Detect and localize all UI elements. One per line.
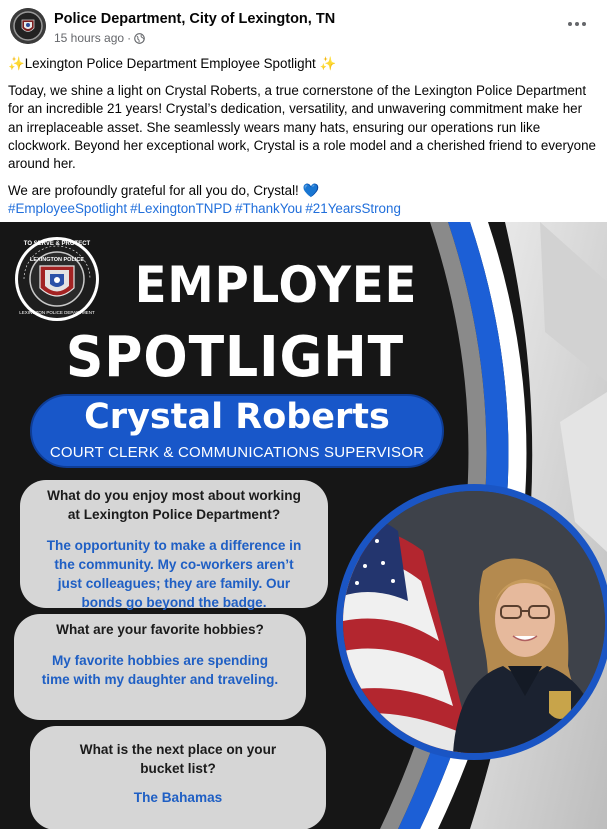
- hashtag-list: [8, 200, 598, 218]
- badge-bottom-text: LEXINGTON POLICE DEPARTMENT: [19, 310, 95, 315]
- more-options-button[interactable]: [565, 14, 589, 34]
- qa-question: [20, 486, 328, 524]
- answer-line: bonds go beyond the badge.: [81, 595, 267, 610]
- hashtag-link[interactable]: #EmployeeSpotlight: [8, 201, 128, 217]
- qa-answer: [14, 651, 306, 689]
- question-line: What is the next place on your: [79, 742, 277, 757]
- answer-line: My favorite hobbies are spending: [51, 653, 269, 668]
- police-badge-icon: [10, 8, 46, 44]
- page-name-link[interactable]: Police Department, City of Lexington, TN: [54, 11, 336, 27]
- meta-separator: ·: [127, 31, 132, 45]
- qa-bubble: [20, 480, 328, 608]
- qa-bubble: [30, 726, 326, 829]
- hashtag-link[interactable]: #21YearsStrong: [305, 201, 401, 217]
- post-headline: [8, 55, 598, 73]
- spotlight-title-line1: EMPLOYEE: [134, 256, 418, 314]
- question-line: What are your favorite hobbies?: [56, 622, 264, 637]
- post-meta: [54, 31, 145, 45]
- answer-line: the community. My co-workers aren’t: [54, 557, 294, 572]
- post-time[interactable]: 15 hours ago: [54, 31, 125, 45]
- qa-question: [14, 620, 306, 639]
- post-text: [8, 55, 598, 219]
- post-closing-block: [8, 182, 598, 218]
- badge-top-text: TO SERVE & PROTECT: [23, 241, 91, 247]
- answer-line: The Bahamas: [133, 790, 223, 805]
- question-line: at Lexington Police Department?: [67, 507, 281, 522]
- qa-question: [30, 740, 326, 778]
- sparkle-icon: ✨: [8, 56, 25, 71]
- qa-answer: [30, 788, 326, 807]
- globe-icon[interactable]: [134, 33, 145, 44]
- portrait-illustration: [343, 491, 605, 753]
- blue-heart-icon: 💙: [302, 183, 320, 199]
- question-line: bucket list?: [140, 761, 216, 776]
- qa-bubble: [14, 614, 306, 720]
- badge-mid-text: LEXINGTON POLICE: [30, 257, 84, 263]
- dot-icon: [582, 22, 586, 26]
- answer-line: time with my daughter and traveling.: [41, 672, 279, 687]
- sparkle-icon: ✨: [315, 56, 337, 71]
- hashtag-link[interactable]: #ThankYou: [235, 201, 303, 217]
- qa-answer: [20, 536, 328, 612]
- employee-role: COURT CLERK & COMMUNICATIONS SUPERVISOR: [49, 444, 425, 461]
- page-avatar[interactable]: [10, 8, 46, 44]
- post-headline-text: Lexington Police Department Employee Spotlight: [24, 56, 316, 71]
- badge-text: [14, 236, 100, 322]
- post-header: [0, 0, 607, 52]
- question-line: What do you enjoy most about working: [47, 488, 301, 503]
- answer-line: just colleagues; they are family. Our: [57, 576, 291, 591]
- post-closing: We are profoundly grateful for all you do, Crystal!: [8, 183, 299, 199]
- answer-line: The opportunity to make a difference in: [46, 538, 302, 553]
- dot-icon: [575, 22, 579, 26]
- employee-portrait: [343, 491, 605, 753]
- post-body: Today, we shine a light on Crystal Roberts, a true cornerstone of the Lexington Police Department for an incredible 21 years! Crystal’s dedication, versatility, and unwavering commitment make her an irreplaceable asset. She seamlessly wears many hats, ensuring our operations run like clockwork. Beyond her exceptional work, Crystal is a role model and a cherished friend to everyone around her.: [8, 83, 596, 172]
- spotlight-title-line2: SPOTLIGHT: [65, 325, 405, 390]
- dot-icon: [568, 22, 572, 26]
- employee-name: Crystal Roberts: [84, 397, 390, 437]
- hashtag-link[interactable]: #LexingtonTNPD: [130, 201, 233, 217]
